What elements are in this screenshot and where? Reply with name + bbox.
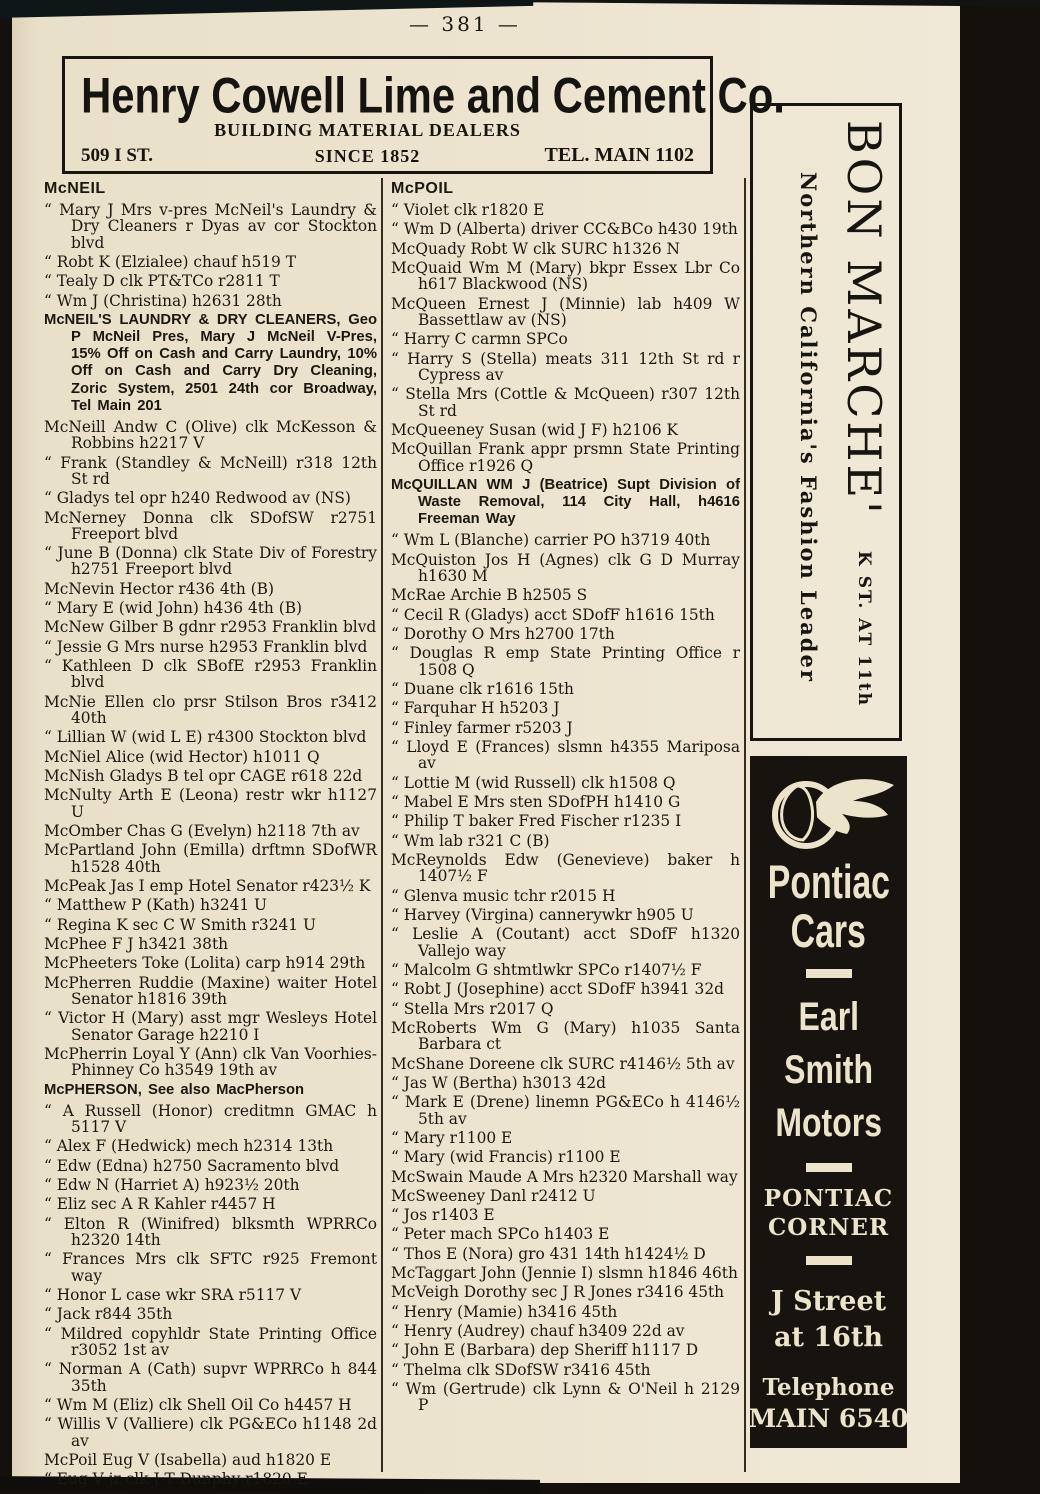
directory-entry: “ Harry S (Stella) meats 311 12th St rd r Cypress av <box>391 349 740 384</box>
directory-entry: McNulty Arth E (Leona) restr wkr h1127 U <box>44 786 377 821</box>
directory-entry: McReynolds Edw (Genevieve) baker h 1407½ F <box>391 850 740 886</box>
dealer-name-earl: Earl <box>798 994 859 1039</box>
directory-entry: McQueeney Susan (wid J F) h2106 K <box>391 420 679 439</box>
directory-entry: McPhee F J h3421 38th <box>44 935 229 954</box>
directory-column-right <box>391 181 740 1477</box>
directory-entry: “ A Russell (Honor) creditmn GMAC h 5117 V <box>44 1101 377 1137</box>
directory-entry: “ Farquhar H h5203 J <box>391 699 560 718</box>
directory-entry: “ Mary r1100 E <box>391 1128 513 1147</box>
directory-entry: “ Cecil R (Gladys) acct SDofF h1616 15th <box>391 605 715 624</box>
directory-entry: McShane Doreene clk SURC r4146½ 5th av <box>391 1054 735 1073</box>
directory-entry: “ Alex F (Hedwick) mech h2314 13th <box>44 1137 334 1156</box>
directory-entry: “ Mildred copyhldr State Printing Office r3052 1st av <box>44 1324 377 1360</box>
bon-marche-ad <box>750 103 902 741</box>
directory-entry: “ Honor L case wkr SRA r5117 V <box>44 1286 302 1305</box>
address-cross-street: at 16th <box>773 1322 884 1354</box>
header-ad-title: Henry Cowell Lime and Cement Co. <box>81 68 785 124</box>
directory-entry: “ Jessie G Mrs nurse h2953 Franklin blvd <box>44 637 368 656</box>
directory-entry: McQuiston Jos H (Agnes) clk G D Murray h1630 M <box>391 550 740 585</box>
directory-entry: “ Peter mach SPCo h1403 E <box>391 1225 610 1244</box>
directory-entry: McPeak Jas I emp Hotel Senator r423½ K <box>44 877 371 896</box>
directory-entry: “ Henry (Mamie) h3416 45th <box>391 1302 618 1321</box>
directory-entry: “ Elton R (Winifred) blksmth WPRRCo h2320 14th <box>44 1214 377 1250</box>
column-divider <box>744 178 746 1472</box>
header-ad-phone: TEL. MAIN 1102 <box>544 144 694 166</box>
pontiac-corner-line2: CORNER <box>767 1214 890 1242</box>
directory-entry: “ Mark E (Drene) linemn PG&ECo h 4146½ 5th av <box>391 1093 740 1128</box>
directory-entry: McPherren Ruddie (Maxine) waiter Hotel Senator h1816 39th <box>44 973 377 1009</box>
directory-entry: “ Norman A (Cath) supvr WPRRCo h 844 35th <box>44 1360 377 1395</box>
directory-entry: “ John E (Barbara) dep Sheriff h1117 D <box>391 1341 699 1360</box>
telephone-number: MAIN 6540 <box>748 1403 909 1433</box>
bon-marche-name: BON MARCHE' <box>837 120 891 517</box>
directory-entry: “ Henry (Audrey) chauf h3409 22d av <box>391 1322 685 1341</box>
directory-entry: “ Finley farmer r5203 J <box>391 718 573 737</box>
directory-entry: “ Frances Mrs clk SFTC r925 Fremont way <box>44 1250 377 1285</box>
directory-entry: McNish Gladys B tel opr CAGE r618 22d <box>44 767 363 786</box>
bon-marche-location: K ST. AT 11th <box>854 550 874 707</box>
directory-entry: “ Edw (Edna) h2750 Sacramento blvd <box>44 1156 340 1175</box>
directory-entry: McNEIL <box>44 180 106 197</box>
directory-entry: “ Stella Mrs r2017 Q <box>391 999 554 1018</box>
directory-entry: “ Victor H (Mary) asst mgr Wesleys Hotel Senator Garage h2210 I <box>44 1009 377 1044</box>
directory-entry: “ June B (Donna) clk State Div of Forestry h2751 Freeport blvd <box>44 544 377 579</box>
directory-entry: McTaggart John (Jennie I) slsmn h1846 46th <box>391 1264 738 1283</box>
directory-entry: “ Eug V jr clk J T Dunphy r1820 E <box>44 1470 308 1489</box>
directory-entry: McPoil Eug V (Isabella) aud h1820 E <box>44 1451 332 1470</box>
directory-entry: “ Dorothy O Mrs h2700 17th <box>391 624 615 643</box>
directory-entry: McNie Ellen clo prsr Stilson Bros r3412 40th <box>44 692 377 728</box>
directory-entry: McRoberts Wm G (Mary) h1035 Santa Barbara ct <box>391 1018 740 1054</box>
directory-entry: “ Wm M (Eliz) clk Shell Oil Co h4457 H <box>44 1396 352 1415</box>
header-ad-subtitle: BUILDING MATERIAL DEALERS <box>214 120 521 140</box>
directory-entry: “ Philip T baker Fred Fischer r1235 I <box>391 812 682 831</box>
directory-entry: McNevin Hector r436 4th (B) <box>44 579 274 598</box>
directory-entry: McNerney Donna clk SDofSW r2751 Freeport blvd <box>44 508 377 543</box>
bon-marche-tagline: Northern California's Fashion Leader <box>796 172 821 683</box>
directory-entry: McQuillan Frank appr prsmn State Printing Office r1926 Q <box>391 440 740 475</box>
directory-entry: “ Mary E (wid John) h436 4th (B) <box>44 599 303 618</box>
directory-entry: “ Jas W (Bertha) h3013 42d <box>391 1073 606 1092</box>
pontiac-word-cars: Cars <box>790 903 867 957</box>
directory-entry: “ Wm J (Christina) h2631 28th <box>44 291 282 310</box>
directory-entry: “ Mabel E Mrs sten SDofPH h1410 G <box>391 792 681 811</box>
pontiac-ad <box>750 756 907 1448</box>
directory-entry: “ Mary (wid Francis) r1100 E <box>391 1148 621 1167</box>
directory-entry: McQuady Robt W clk SURC h1326 N <box>391 239 680 258</box>
directory-entry: “ Eliz sec A R Kahler r4457 H <box>44 1195 276 1214</box>
divider-bar <box>806 1256 852 1265</box>
directory-entry: McQUILLAN WM J (Beatrice) Supt Division of Waste Removal, 114 City Hall, h4616 Freeman Way <box>391 476 740 528</box>
directory-entry: McVeigh Dorothy sec J R Jones r3416 45th <box>391 1283 725 1302</box>
header-ad-address: 509 I ST. <box>81 145 153 166</box>
directory-entry: McPheeters Toke (Lolita) carp h914 29th <box>44 954 366 973</box>
directory-entry: McPherrin Loyal Y (Ann) clk Van Voorhies-Phinney Co h3549 19th av <box>44 1045 377 1080</box>
directory-entry: “ Kathleen D clk SBofE r2953 Franklin blvd <box>44 657 377 692</box>
directory-entry: McQueen Ernest J (Minnie) lab h409 W Bassettlaw av (NS) <box>391 294 740 329</box>
pontiac-word-pontiac: Pontiac <box>767 855 890 908</box>
directory-entry: McSweeney Danl r2412 U <box>391 1186 596 1205</box>
column-divider <box>381 178 383 1472</box>
directory-entry: “ Lottie M (wid Russell) clk h1508 Q <box>391 773 676 792</box>
directory-entry: “ Jos r1403 E <box>391 1206 495 1225</box>
directory-entry: McNiel Alice (wid Hector) h1011 Q <box>44 747 320 766</box>
directory-entry: “ Thelma clk SDofSW r3416 45th <box>391 1360 651 1379</box>
dealer-name-smith: Smith <box>784 1047 873 1092</box>
directory-entry: “ Frank (Standley & McNeill) r318 12th St rd <box>44 453 377 488</box>
directory-entry: “ Wm lab r321 C (B) <box>391 831 550 850</box>
directory-entry: “ Malcolm G shtmtlwkr SPCo r1407½ F <box>391 960 702 979</box>
directory-entry: “ Duane clk r1616 15th <box>391 679 574 698</box>
directory-entry: McPHERSON, See also MacPherson <box>44 1081 305 1098</box>
pontiac-indian-head-logo-icon <box>756 772 902 858</box>
directory-entry: “ Glenva music tchr r2015 H <box>391 886 616 905</box>
pontiac-corner-line1: PONTIAC <box>763 1185 894 1213</box>
directory-entry: “ Lloyd E (Frances) slsmn h4355 Mariposa av <box>391 737 740 773</box>
directory-entry: McNeill Andw C (Olive) clk McKesson & Robbins h2217 V <box>44 417 377 453</box>
directory-entry: McSwain Maude A Mrs h2320 Marshall way <box>391 1167 738 1186</box>
directory-entry: “ Edw N (Harriet A) h923½ 20th <box>44 1176 300 1195</box>
telephone-label: Telephone <box>762 1373 895 1401</box>
directory-entry: “ Wm (Gertrude) clk Lynn & O'Neil h 2129 P <box>391 1380 740 1415</box>
page-number: — 381 — <box>409 12 521 36</box>
header-ad-since: SINCE 1852 <box>314 146 421 166</box>
directory-entry: “ Regina K sec C W Smith r3241 U <box>44 915 316 934</box>
directory-entry: “ Harvey (Virgina) cannerywkr h905 U <box>391 905 694 924</box>
directory-entry: McRae Archie B h2505 S <box>391 586 588 605</box>
divider-bar <box>806 969 852 978</box>
divider-bar <box>806 1163 852 1172</box>
dealer-name-motors: Motors <box>775 1101 882 1146</box>
directory-column-left <box>44 180 377 1489</box>
directory-entry: “ Gladys tel opr h240 Redwood av (NS) <box>44 489 351 508</box>
directory-entry: “ Lillian W (wid L E) r4300 Stockton blvd <box>44 728 367 747</box>
directory-entry: “ Tealy D clk PT&TCo r2811 T <box>44 272 280 291</box>
directory-entry: “ Matthew P (Kath) h3241 U <box>44 896 268 915</box>
bon-marche-main-line <box>837 120 891 724</box>
directory-entry: “ Stella Mrs (Cottle & McQueen) r307 12th St rd <box>391 385 740 420</box>
directory-entry: “ Violet clk r1820 E <box>391 200 545 219</box>
directory-entry: “ Robt J (Josephine) acct SDofF h3941 32d <box>391 980 724 999</box>
directory-entry: McPOIL <box>391 180 454 197</box>
directory-entry: McOmber Chas G (Evelyn) h2118 7th av <box>44 822 360 841</box>
directory-entry: McNEIL'S LAUNDRY & DRY CLEANERS, Geo P McNeil Pres, Mary J McNeil V-Pres, 15% Off on Cash and Carry Laundry, 10% Off on Cash and Carry Dry Cleaning, Zoric System, 2501 24th cor Broadway, Tel Main 201 <box>44 311 377 414</box>
directory-entry: “ Wm L (Blanche) carrier PO h3719 40th <box>391 531 711 550</box>
directory-entry: “ Wm D (Alberta) driver CC&BCo h430 19th <box>391 220 738 239</box>
directory-entry: “ Robt K (Elzialee) chauf h519 T <box>44 252 296 271</box>
directory-entry: “ Mary J Mrs v-pres McNeil's Laundry & Dry Cleaners r Dyas av cor Stockton blvd <box>44 200 377 252</box>
address-street: J Street <box>770 1285 887 1317</box>
header-ad-henry-cowell <box>62 56 785 174</box>
directory-entry: McPartland John (Emilla) drftmn SDofWR h1528 40th <box>44 841 377 876</box>
directory-entry: “ Jack r844 35th <box>44 1305 173 1324</box>
directory-entry: “ Harry C carmn SPCo <box>391 330 568 349</box>
directory-entry: “ Douglas R emp State Printing Office r 1508 Q <box>391 644 740 679</box>
directory-entry: McNew Gilber B gdnr r2953 Franklin blvd <box>44 618 377 637</box>
directory-entry: McQuaid Wm M (Mary) bkpr Essex Lbr Co h617 Blackwood (NS) <box>391 258 740 294</box>
directory-entry: “ Leslie A (Coutant) acct SDofF h1320 Vallejo way <box>391 925 740 960</box>
directory-entry: “ Willis V (Valliere) clk PG&ECo h1148 2d av <box>44 1415 377 1450</box>
directory-entry: “ Thos E (Nora) gro 431 14th h1424½ D <box>391 1244 706 1263</box>
